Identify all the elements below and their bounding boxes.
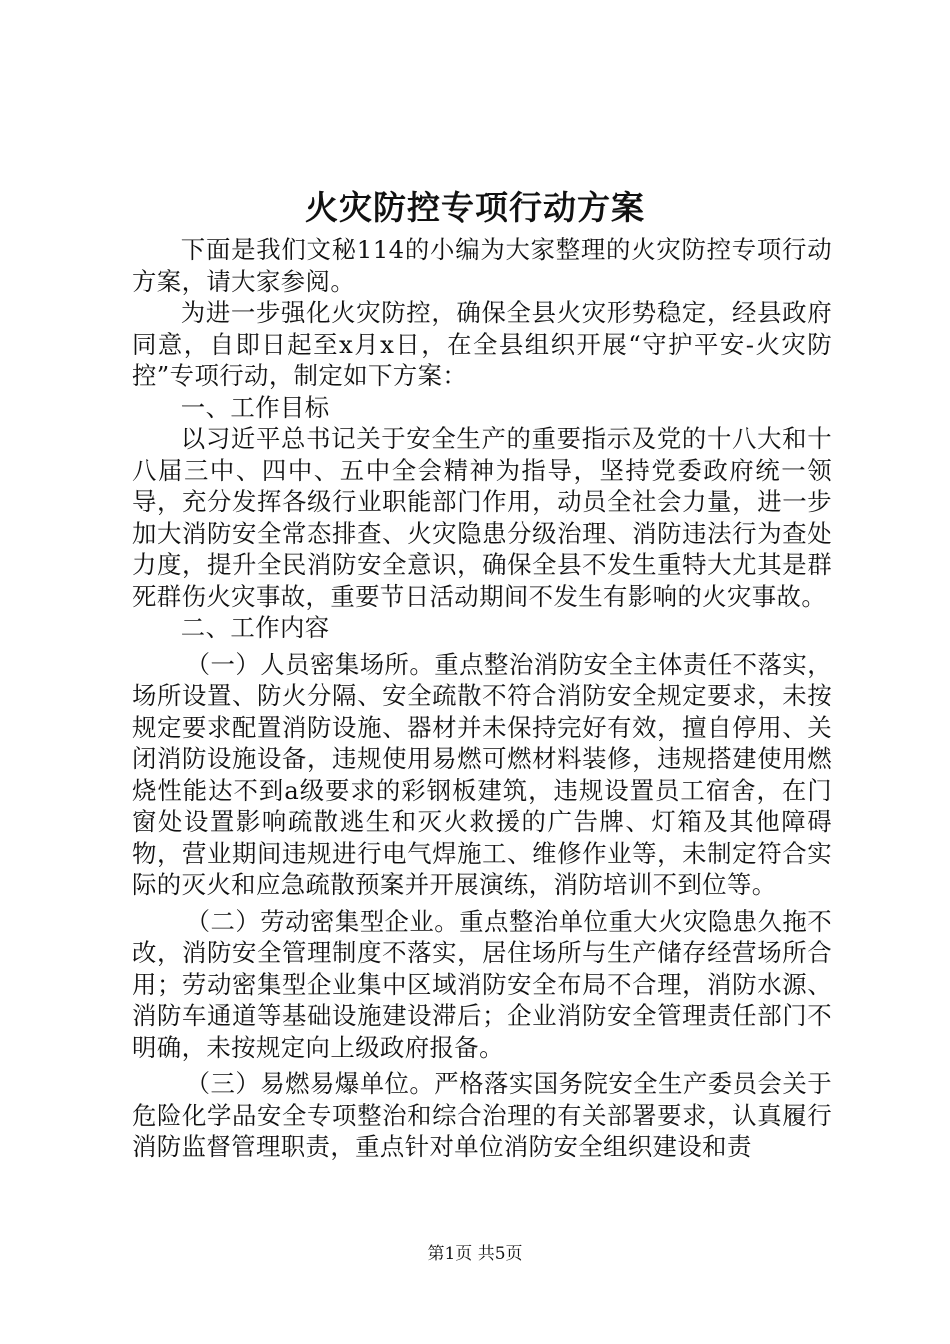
content-item-2: （二）劳动密集型企业。重点整治单位重大火灾隐患久拖不改，消防安全管理制度不落实，居住场所与生产储存经营场所合用；劳动密集型企业集中区域消防安全布局不合理，消防水源、消防车通道等基础设施建设滞后；企业消防安全管理责任部门不明确，未按规定向上级政府报备。 <box>132 906 832 1062</box>
content-item-3: （三）易燃易爆单位。严格落实国务院安全生产委员会关于危险化学品安全专项整治和综合治理的有关部署要求，认真履行消防监督管理职责，重点针对单位消防安全组织建设和责 <box>132 1069 832 1161</box>
purpose-paragraph: 为进一步强化火灾防控，确保全县火灾形势稳定，经县政府同意，自即日起至x月x日，在全县组织开展“守护平安-火灾防控”专项行动，制定如下方案： <box>132 298 832 390</box>
page-number-footer: 第1页 共5页 <box>427 1244 523 1264</box>
section-heading-goals: 一、工作目标 <box>180 392 330 422</box>
content-item-1: （一）人员密集场所。重点整治消防安全主体责任不落实，场所设置、防火分隔、安全疏散不符合消防安全规定要求，未按规定要求配置消防设施、器材并未保持完好有效，擅自停用、关闭消防设施设备，违规使用易燃可燃材料装修，违规搭建使用燃烧性能达不到a级要求的彩钢板建筑，违规设置员工宿舍，在门窗处设置影响疏散逃生和灭火救援的广告牌、灯箱及其他障碍物，营业期间违规进行电气焊施工、维修作业等，未制定符合实际的灭火和应急疏散预案并开展演练，消防培训不到位等。 <box>132 649 832 899</box>
document-body <box>132 234 832 1163</box>
intro-paragraph: 下面是我们文秘114的小编为大家整理的火灾防控专项行动方案，请大家参阅。 <box>132 235 832 296</box>
goals-paragraph: 以习近平总书记关于安全生产的重要指示及党的十八大和十八届三中、四中、五中全会精神为指导，坚持党委政府统一领导，充分发挥各级行业职能部门作用，动员全社会力量，进一步加大消防安全常态排查、火灾隐患分级治理、消防违法行为查处力度，提升全民消防安全意识，确保全县不发生重特大尤其是群死群伤火灾事故，重要节日活动期间不发生有影响的火灾事故。 <box>132 424 832 611</box>
document-title: 火灾防控专项行动方案 <box>305 188 645 227</box>
section-heading-content: 二、工作内容 <box>180 613 330 642</box>
